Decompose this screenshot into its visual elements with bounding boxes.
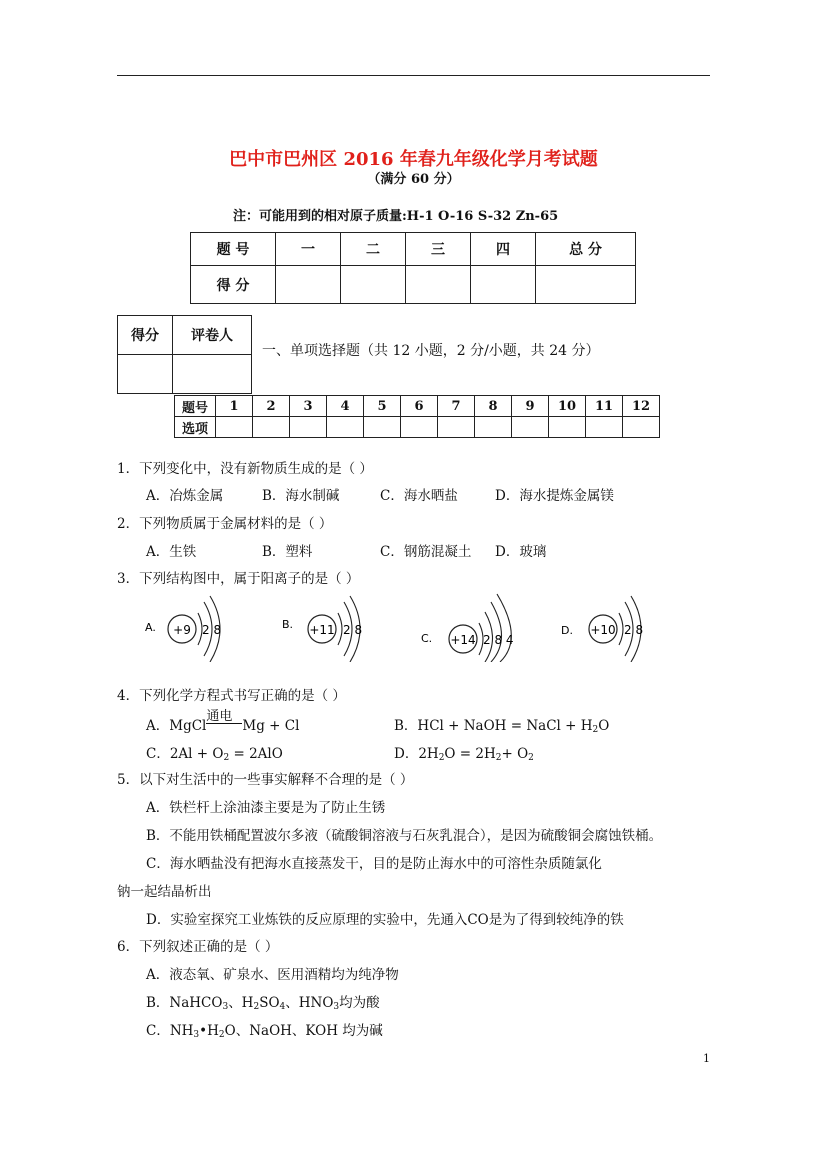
score-cell (536, 266, 636, 304)
diagram-c (421, 594, 514, 662)
subscript: 3 (333, 1002, 340, 1012)
option-4a (146, 709, 300, 734)
question-3: 3．下列结构图中，属于阳离子的是（ ） (117, 571, 360, 587)
subscript: 3 (193, 1030, 200, 1040)
diagram-a-letter: A. (145, 621, 156, 634)
option-5c-cont: 钠一起结晶析出 (117, 884, 212, 900)
option-4d (394, 742, 534, 763)
option-1d: D．海水提炼金属镁 (495, 488, 614, 504)
reaction-condition: 通电 (206, 709, 233, 724)
exam-subtitle: （满分 60 分） (367, 172, 460, 187)
formula-part: 、HNO (285, 995, 334, 1011)
option-1b: B．海水制碱 (262, 488, 340, 504)
answer-number: 11 (586, 396, 623, 417)
nucleus-charge: +10 (590, 623, 616, 637)
option-4d-text: D．2H (394, 746, 439, 762)
score-header: 题 号 (191, 233, 276, 266)
grader-cell (118, 355, 173, 394)
score-header: 三 (406, 233, 471, 266)
question-6: 6．下列叙述正确的是（ ） (117, 939, 279, 955)
score-header: 一 (276, 233, 341, 266)
answer-cell (216, 417, 253, 438)
subscript: 2 (592, 725, 599, 735)
formula-part: 均为酸 (339, 995, 380, 1011)
option-5b: B．不能用铁桶配置波尔多液（硫酸铜溶液与石灰乳混合），是因为硫酸铜会腐蚀铁桶。 (146, 828, 663, 844)
answer-cell (253, 417, 290, 438)
page-number: 1 (703, 1052, 710, 1065)
score-cell (276, 266, 341, 304)
answer-row-label: 题号 (175, 396, 216, 417)
answer-number: 4 (327, 396, 364, 417)
atom-structure-diagrams (140, 590, 680, 662)
diagram-c-letter: C. (421, 632, 433, 645)
answer-cell (475, 417, 512, 438)
answer-number: 12 (623, 396, 660, 417)
grader-score-label: 得分 (118, 316, 173, 355)
option-6b (146, 991, 380, 1012)
electron-counts: 2 8 (202, 623, 222, 637)
formula-part: SO (259, 995, 280, 1011)
option-4b-text: B．HCl + NaOH = NaCl + H (394, 718, 593, 734)
answer-cell (290, 417, 327, 438)
diagram-b-letter: B. (282, 618, 294, 631)
option-4c-text: C．2Al + O (146, 746, 224, 762)
score-header: 二 (341, 233, 406, 266)
formula-part: 、H (228, 995, 254, 1011)
option-4a-products: Mg + Cl (242, 718, 300, 734)
option-1a: A．冶炼金属 (146, 488, 224, 504)
electron-counts: 2 8 (624, 623, 644, 637)
answer-number: 6 (401, 396, 438, 417)
question-4: 4．下列化学方程式书写正确的是（ ） (117, 688, 346, 704)
score-cell (471, 266, 536, 304)
answer-cell (623, 417, 660, 438)
exam-title: 巴中市巴州区 2016 年春九年级化学月考试题 (229, 149, 598, 170)
formula-part: •H (199, 1023, 219, 1039)
option-2c: C．钢筋混凝土 (380, 544, 472, 560)
answer-cell (327, 417, 364, 438)
option-5a: A．铁栏杆上涂油漆主要是为了防止生锈 (146, 800, 386, 816)
score-cell (406, 266, 471, 304)
diagram-a (145, 596, 221, 662)
electron-shell (497, 594, 511, 662)
answer-cell (586, 417, 623, 438)
section-heading: 一、单项选择题（共 12 小题，2 分/小题，共 24 分） (262, 343, 600, 359)
option-2d: D．玻璃 (495, 544, 547, 560)
option-5d: D．实验室探究工业炼铁的反应原理的实验中，先通入CO是为了得到较纯净的铁 (146, 912, 624, 928)
formula-part: C．NH (146, 1023, 194, 1039)
diagram-b (282, 596, 362, 662)
nucleus-charge: +11 (309, 623, 335, 637)
electron-counts: 2 8 (343, 623, 363, 637)
electron-counts: 2 8 4 (483, 633, 514, 647)
diagram-d-letter: D. (561, 624, 573, 637)
option-6a: A．液态氧、矿泉水、医用酒精均为纯净物 (146, 967, 399, 983)
answer-cell (438, 417, 475, 438)
subscript: 4 (279, 1002, 286, 1012)
option-4c-end: = 2AlO (229, 746, 283, 762)
answer-table (174, 395, 660, 438)
atomic-mass-note: 注：可能用到的相对原子质量:H-1 O-16 S-32 Zn-65 (233, 209, 559, 224)
grader-name-label: 评卷人 (173, 316, 252, 355)
option-4b-end: O (598, 718, 610, 734)
answer-row-label: 选项 (175, 417, 216, 438)
nucleus-charge: +14 (450, 633, 476, 647)
answer-cell (512, 417, 549, 438)
grader-cell (173, 355, 252, 394)
score-header: 总 分 (536, 233, 636, 266)
subscript: 2 (253, 1002, 260, 1012)
option-4b (394, 714, 609, 735)
answer-number: 10 (549, 396, 586, 417)
score-table (190, 232, 636, 304)
subscript: 3 (222, 1002, 229, 1012)
score-cell (341, 266, 406, 304)
option-4d-mid2: + O (501, 746, 529, 762)
option-5c: C．海水晒盐没有把海水直接蒸发干，目的是防止海水中的可溶性杂质随氯化 (146, 856, 602, 872)
subscript: 2 (438, 753, 445, 763)
diagram-d (561, 596, 643, 662)
answer-cell (364, 417, 401, 438)
question-1: 1．下列变化中，没有新物质生成的是（ ） (117, 461, 373, 477)
option-4d-mid: O = 2H (444, 746, 496, 762)
answer-number: 5 (364, 396, 401, 417)
answer-cell (549, 417, 586, 438)
question-2: 2．下列物质属于金属材料的是（ ） (117, 516, 333, 532)
formula-part: B．NaHCO (146, 995, 223, 1011)
answer-number: 7 (438, 396, 475, 417)
grader-table (117, 315, 252, 394)
answer-number: 9 (512, 396, 549, 417)
electron-shell (338, 613, 342, 645)
subscript: 2 (528, 753, 534, 763)
answer-number: 3 (290, 396, 327, 417)
electron-shell (619, 613, 623, 645)
option-2a: A．生铁 (146, 544, 197, 560)
subscript: 2 (223, 753, 230, 763)
answer-number: 2 (253, 396, 290, 417)
answer-number: 1 (216, 396, 253, 417)
option-4a-reactant: A．MgCl (146, 718, 207, 734)
option-1c: C．海水晒盐 (380, 488, 458, 504)
subscript: 2 (495, 753, 502, 763)
question-5: 5．以下对生活中的一些事实解释不合理的是（ ） (117, 772, 414, 788)
score-label: 得 分 (191, 266, 276, 304)
answer-number: 8 (475, 396, 512, 417)
reaction-arrow (206, 709, 242, 724)
nucleus-charge: +9 (173, 623, 191, 637)
header-rule (117, 75, 710, 76)
option-4c (146, 742, 283, 763)
formula-part: O、NaOH、KOH 均为碱 (224, 1023, 383, 1039)
answer-cell (401, 417, 438, 438)
subscript: 2 (218, 1030, 225, 1040)
option-2b: B．塑料 (262, 544, 313, 560)
score-header: 四 (471, 233, 536, 266)
option-6c (146, 1019, 383, 1040)
